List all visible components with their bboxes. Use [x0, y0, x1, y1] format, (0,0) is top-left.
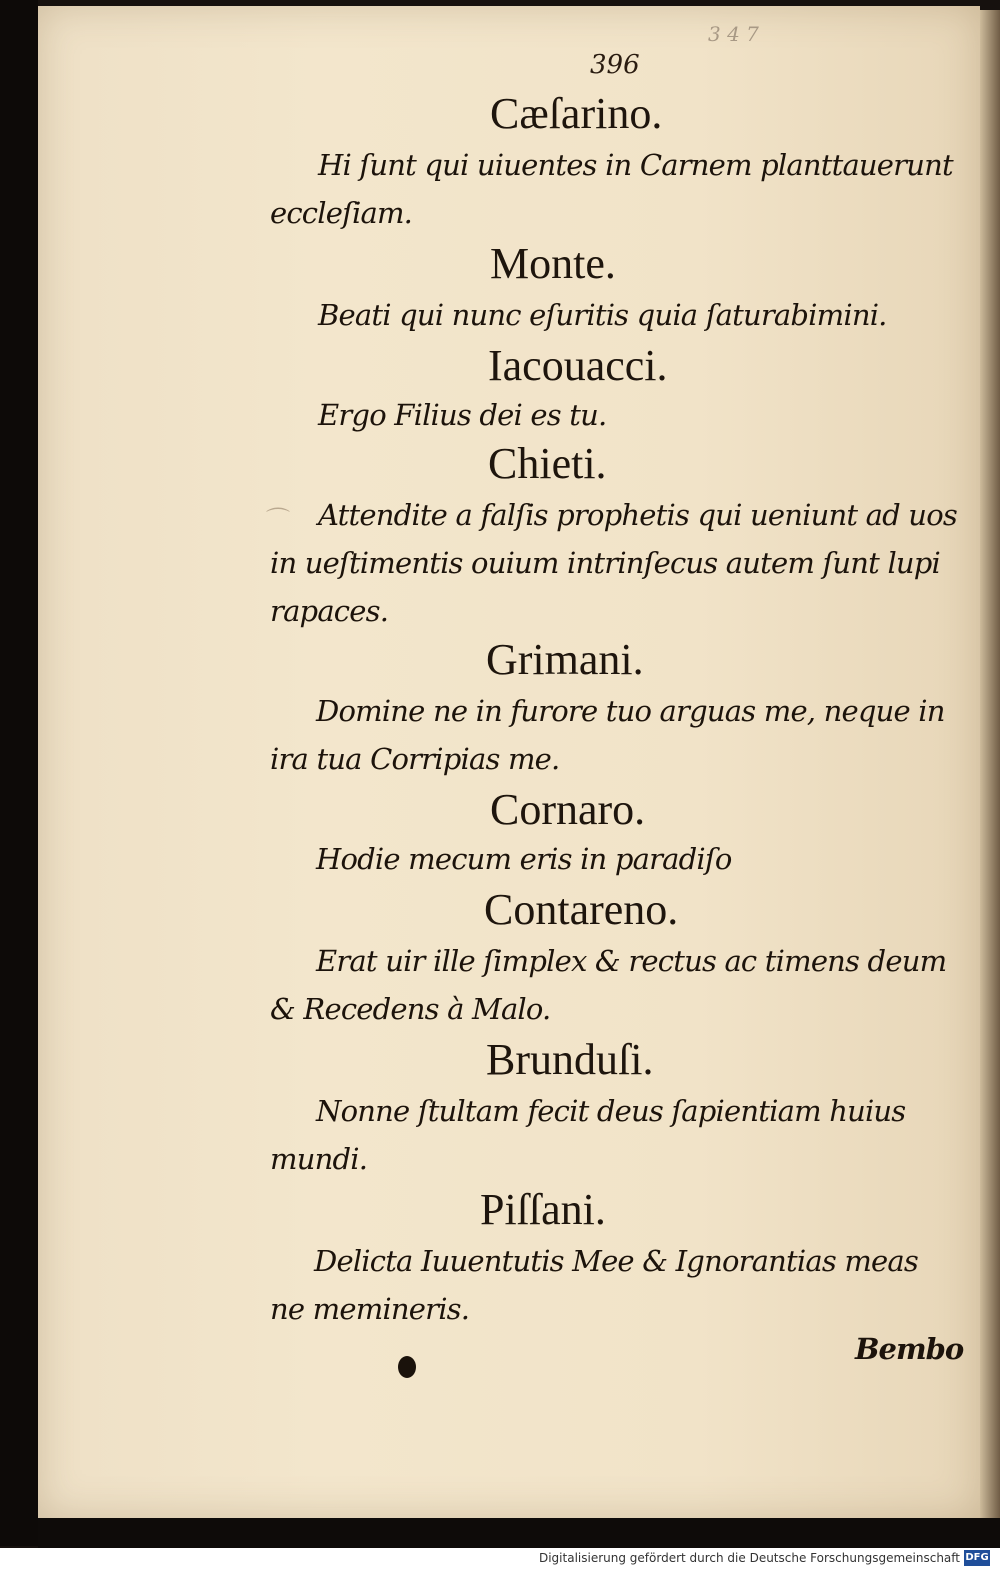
margin-note: 3 4 7 — [708, 22, 759, 46]
verse-line: Domine ne in furore tuo arguas me, neque in — [316, 694, 945, 728]
entry-heading: Contareno. — [484, 885, 679, 934]
verse-line: Erat uir ille ſimplex & rectus ac timens deum — [316, 944, 947, 978]
verse-line: Hi ſunt qui uiuentes in Carnem planttauerunt — [318, 148, 953, 182]
entry-heading: Monte. — [490, 239, 616, 288]
entry-heading: Cornaro. — [490, 785, 646, 834]
verse-line: Ergo Filius dei es tu. — [318, 398, 607, 432]
verse-line: ne memineris. — [270, 1292, 470, 1326]
catchword: Bembo — [855, 1332, 964, 1366]
verse-line: eccleſiam. — [270, 196, 413, 230]
verse-line: ira tua Corripias me. — [270, 742, 560, 776]
scan-bottom-margin — [38, 1518, 1000, 1548]
verse-line: mundi. — [270, 1142, 368, 1176]
dfg-logo: DFG — [964, 1550, 990, 1566]
verse-line: Hodie mecum eris in paradiſo — [316, 842, 732, 876]
verse-line: Nonne ſtultam fecit deus ſapientiam huius — [316, 1094, 906, 1128]
footer-credit: Digitalisierung gefördert durch die Deutsche Forschungsgemeinschaft — [538, 1551, 960, 1565]
verse-line: Delicta Iuuentutis Mee & Ignorantias meas — [314, 1244, 918, 1278]
page-number: 396 — [590, 50, 640, 80]
entry-heading: Cæſarino. — [490, 89, 663, 138]
ink-blot — [398, 1356, 416, 1378]
margin-mark: ⌒ — [266, 506, 290, 534]
verse-line: rapaces. — [270, 594, 389, 628]
entry-heading: Grimani. — [486, 635, 644, 684]
entry-heading: Chieti. — [488, 439, 607, 488]
verse-line: & Recedens à Malo. — [270, 992, 551, 1026]
verse-line: in ueſtimentis ouium intrinſecus autem ſunt lupi — [270, 546, 941, 580]
entry-heading: Brunduſi. — [486, 1035, 654, 1084]
page-edge — [980, 10, 1000, 1520]
entry-heading: Iacouacci. — [488, 341, 668, 390]
verse-line: Beati qui nunc eſuritis quia ſaturabimini. — [318, 298, 887, 332]
binding-shadow — [0, 0, 38, 1546]
entry-heading: Piſſani. — [480, 1185, 606, 1234]
verse-line: Attendite a falſis prophetis qui ueniunt ad uos — [318, 498, 957, 532]
